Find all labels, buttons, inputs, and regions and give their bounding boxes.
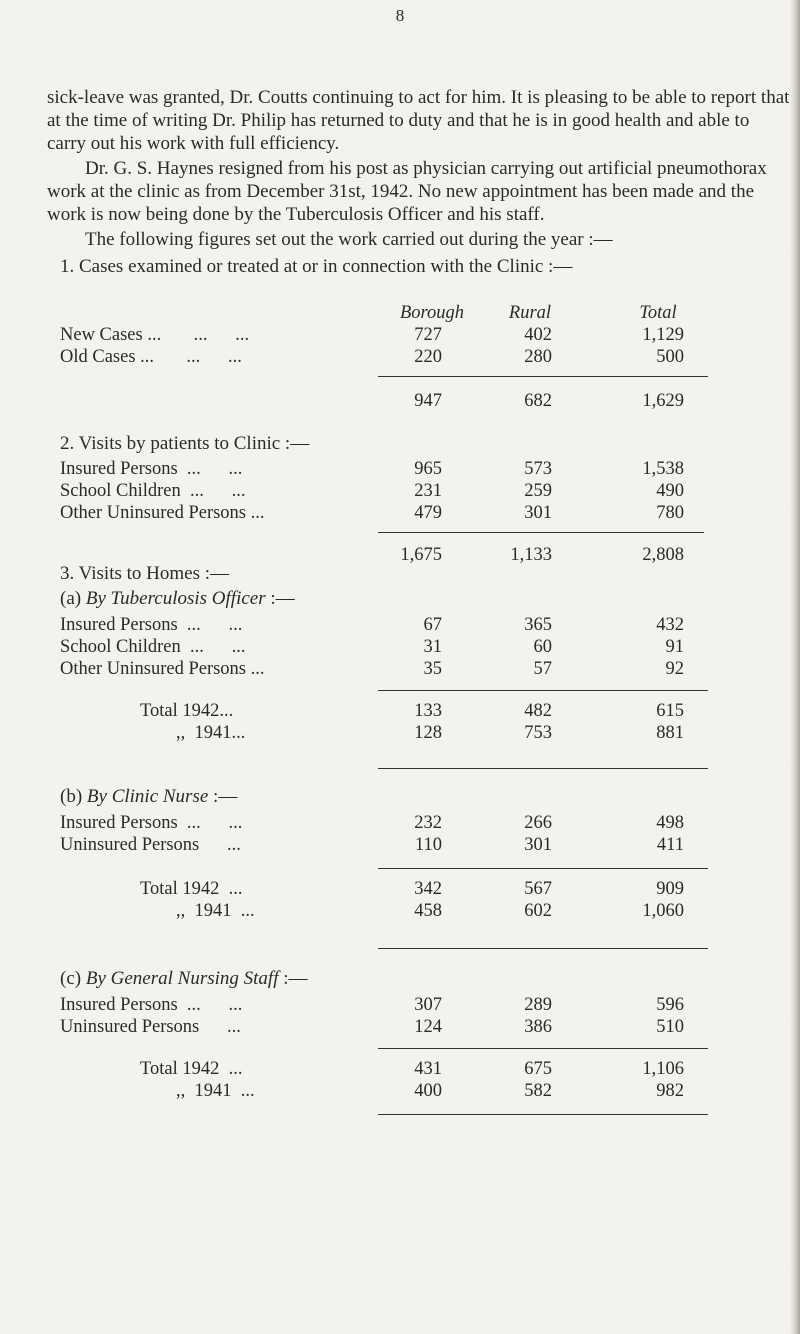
cell-borough: 133 <box>414 701 442 721</box>
table-row <box>0 1016 800 1038</box>
paragraph-sick-leave: sick-leave was granted, Dr. Coutts continuing to act for him. It is pleasing to be able to report that at the time of writing Dr. Philip has returned to duty and that he is in good health and able to carry out his work with full efficiency. <box>47 87 790 154</box>
subsection-a-prefix: (a) <box>60 588 86 609</box>
table-row <box>0 994 800 1016</box>
section-3-heading: 3. Visits to Homes :— <box>60 563 229 584</box>
sum-rule <box>378 1114 708 1115</box>
cell-rural: 602 <box>524 901 552 921</box>
paragraph-haynes: Dr. G. S. Haynes resigned from his post as physician carrying out artificial pneumothorax work at the clinic as from December 31st, 1942. No new appointment has been made and the work is now being done by the Tuberculosis Officer and his staff. <box>47 158 767 225</box>
cell-borough: 231 <box>414 481 442 501</box>
cell-total: 510 <box>656 1017 684 1037</box>
table-row <box>0 658 800 680</box>
section-1-heading: 1. Cases examined or treated at or in connection with the Clinic :— <box>60 256 573 277</box>
cell-borough: 400 <box>414 1081 442 1101</box>
total-label: ,, 1941 ... <box>176 901 255 921</box>
column-header-borough: Borough <box>399 303 465 323</box>
cell-total: 1,106 <box>642 1059 684 1079</box>
cell-total: 411 <box>656 835 684 855</box>
row-label: School Children ... ... <box>60 637 246 657</box>
cell-total: 596 <box>656 995 684 1015</box>
cell-rural: 301 <box>524 835 552 855</box>
cell-total: 91 <box>665 637 684 657</box>
cell-rural: 57 <box>533 659 552 679</box>
subsection-b-title: By Clinic Nurse <box>86 786 209 807</box>
cell-total: 92 <box>665 659 684 679</box>
row-label: Insured Persons ... ... <box>60 459 243 479</box>
subsection-b-prefix: (b) <box>60 786 87 807</box>
row-label: Other Uninsured Persons ... <box>60 659 265 679</box>
table-row <box>0 614 800 636</box>
cell-borough: 307 <box>414 995 442 1015</box>
subsection-b-heading <box>60 786 237 808</box>
cell-borough: 67 <box>423 615 442 635</box>
subsection-c-title: By General Nursing Staff <box>85 968 279 989</box>
section-2-heading: 2. Visits by patients to Clinic :— <box>60 433 310 454</box>
cell-total: 498 <box>656 813 684 833</box>
cell-borough: 220 <box>414 347 442 367</box>
table-row <box>0 502 800 524</box>
cell-borough: 110 <box>414 835 442 855</box>
row-label: Old Cases ... ... ... <box>60 347 242 367</box>
subsection-a-suffix: :— <box>265 588 295 609</box>
column-header-row <box>0 302 800 324</box>
cell-borough: 1,675 <box>400 545 442 565</box>
cell-rural: 280 <box>524 347 552 367</box>
sum-rule <box>378 690 708 691</box>
cell-total: 982 <box>656 1081 684 1101</box>
total-row <box>0 722 800 744</box>
row-label: Insured Persons ... ... <box>60 615 243 635</box>
cell-rural: 60 <box>533 637 552 657</box>
total-label: Total 1942 ... <box>140 1059 243 1079</box>
cell-rural: 675 <box>524 1059 552 1079</box>
cell-total: 780 <box>656 503 684 523</box>
subsection-a-title: By Tuberculosis Officer <box>85 588 266 609</box>
sum-row <box>0 390 800 412</box>
cell-borough: 479 <box>414 503 442 523</box>
cell-borough: 124 <box>414 1017 442 1037</box>
total-label: ,, 1941... <box>176 723 246 743</box>
cell-borough: 458 <box>414 901 442 921</box>
page-number: 8 <box>395 6 405 25</box>
table-row <box>0 324 800 346</box>
subsection-c-prefix: (c) <box>60 968 86 989</box>
sum-rule <box>378 868 708 869</box>
table-row <box>0 812 800 834</box>
cell-borough: 35 <box>423 659 442 679</box>
cell-rural: 289 <box>524 995 552 1015</box>
cell-rural: 582 <box>524 1081 552 1101</box>
cell-total: 1,629 <box>642 391 684 411</box>
cell-borough: 31 <box>423 637 442 657</box>
sum-rule <box>378 948 708 949</box>
cell-borough: 431 <box>414 1059 442 1079</box>
cell-rural: 1,133 <box>510 545 552 565</box>
cell-total: 500 <box>656 347 684 367</box>
sum-rule <box>378 532 704 533</box>
cell-rural: 386 <box>524 1017 552 1037</box>
total-row <box>0 900 800 922</box>
cell-borough: 727 <box>414 325 442 345</box>
cell-borough: 947 <box>414 391 442 411</box>
paragraph-figures-intro: The following figures set out the work carried out during the year :— <box>85 229 613 250</box>
cell-rural: 573 <box>524 459 552 479</box>
total-label: Total 1942 ... <box>140 879 243 899</box>
row-label: Insured Persons ... ... <box>60 995 243 1015</box>
total-row <box>0 878 800 900</box>
cell-rural: 259 <box>524 481 552 501</box>
cell-total: 1,129 <box>642 325 684 345</box>
cell-rural: 567 <box>524 879 552 899</box>
total-label: Total 1942... <box>140 701 234 721</box>
row-label: Uninsured Persons ... <box>60 1017 241 1037</box>
cell-total: 909 <box>656 879 684 899</box>
table-row <box>0 458 800 480</box>
subsection-c-suffix: :— <box>278 968 308 989</box>
cell-rural: 682 <box>524 391 552 411</box>
cell-total: 432 <box>656 615 684 635</box>
cell-rural: 753 <box>524 723 552 743</box>
column-header-total: Total <box>639 303 677 323</box>
cell-rural: 365 <box>524 615 552 635</box>
table-row <box>0 480 800 502</box>
cell-total: 1,538 <box>642 459 684 479</box>
row-label: New Cases ... ... ... <box>60 325 250 345</box>
row-label: School Children ... ... <box>60 481 246 501</box>
sum-rule <box>378 376 708 377</box>
total-label: ,, 1941 ... <box>176 1081 255 1101</box>
cell-total: 2,808 <box>642 545 684 565</box>
table-row <box>0 834 800 856</box>
subsection-c-heading <box>60 968 308 990</box>
cell-borough: 128 <box>414 723 442 743</box>
subsection-b-suffix: :— <box>208 786 238 807</box>
cell-rural: 402 <box>524 325 552 345</box>
cell-rural: 301 <box>524 503 552 523</box>
row-label: Insured Persons ... ... <box>60 813 243 833</box>
sum-rule <box>378 768 708 769</box>
row-label: Uninsured Persons ... <box>60 835 241 855</box>
cell-rural: 266 <box>524 813 552 833</box>
cell-borough: 342 <box>414 879 442 899</box>
sum-rule <box>378 1048 708 1049</box>
subsection-a-heading <box>60 588 295 610</box>
total-row <box>0 1080 800 1102</box>
cell-borough: 232 <box>414 813 442 833</box>
total-row <box>0 700 800 722</box>
table-row <box>0 346 800 368</box>
cell-total: 490 <box>656 481 684 501</box>
cell-rural: 482 <box>524 701 552 721</box>
column-header-rural: Rural <box>508 303 552 323</box>
cell-total: 1,060 <box>642 901 684 921</box>
total-row <box>0 1058 800 1080</box>
cell-total: 615 <box>656 701 684 721</box>
table-row <box>0 636 800 658</box>
row-label: Other Uninsured Persons ... <box>60 503 265 523</box>
cell-total: 881 <box>656 723 684 743</box>
cell-borough: 965 <box>414 459 442 479</box>
